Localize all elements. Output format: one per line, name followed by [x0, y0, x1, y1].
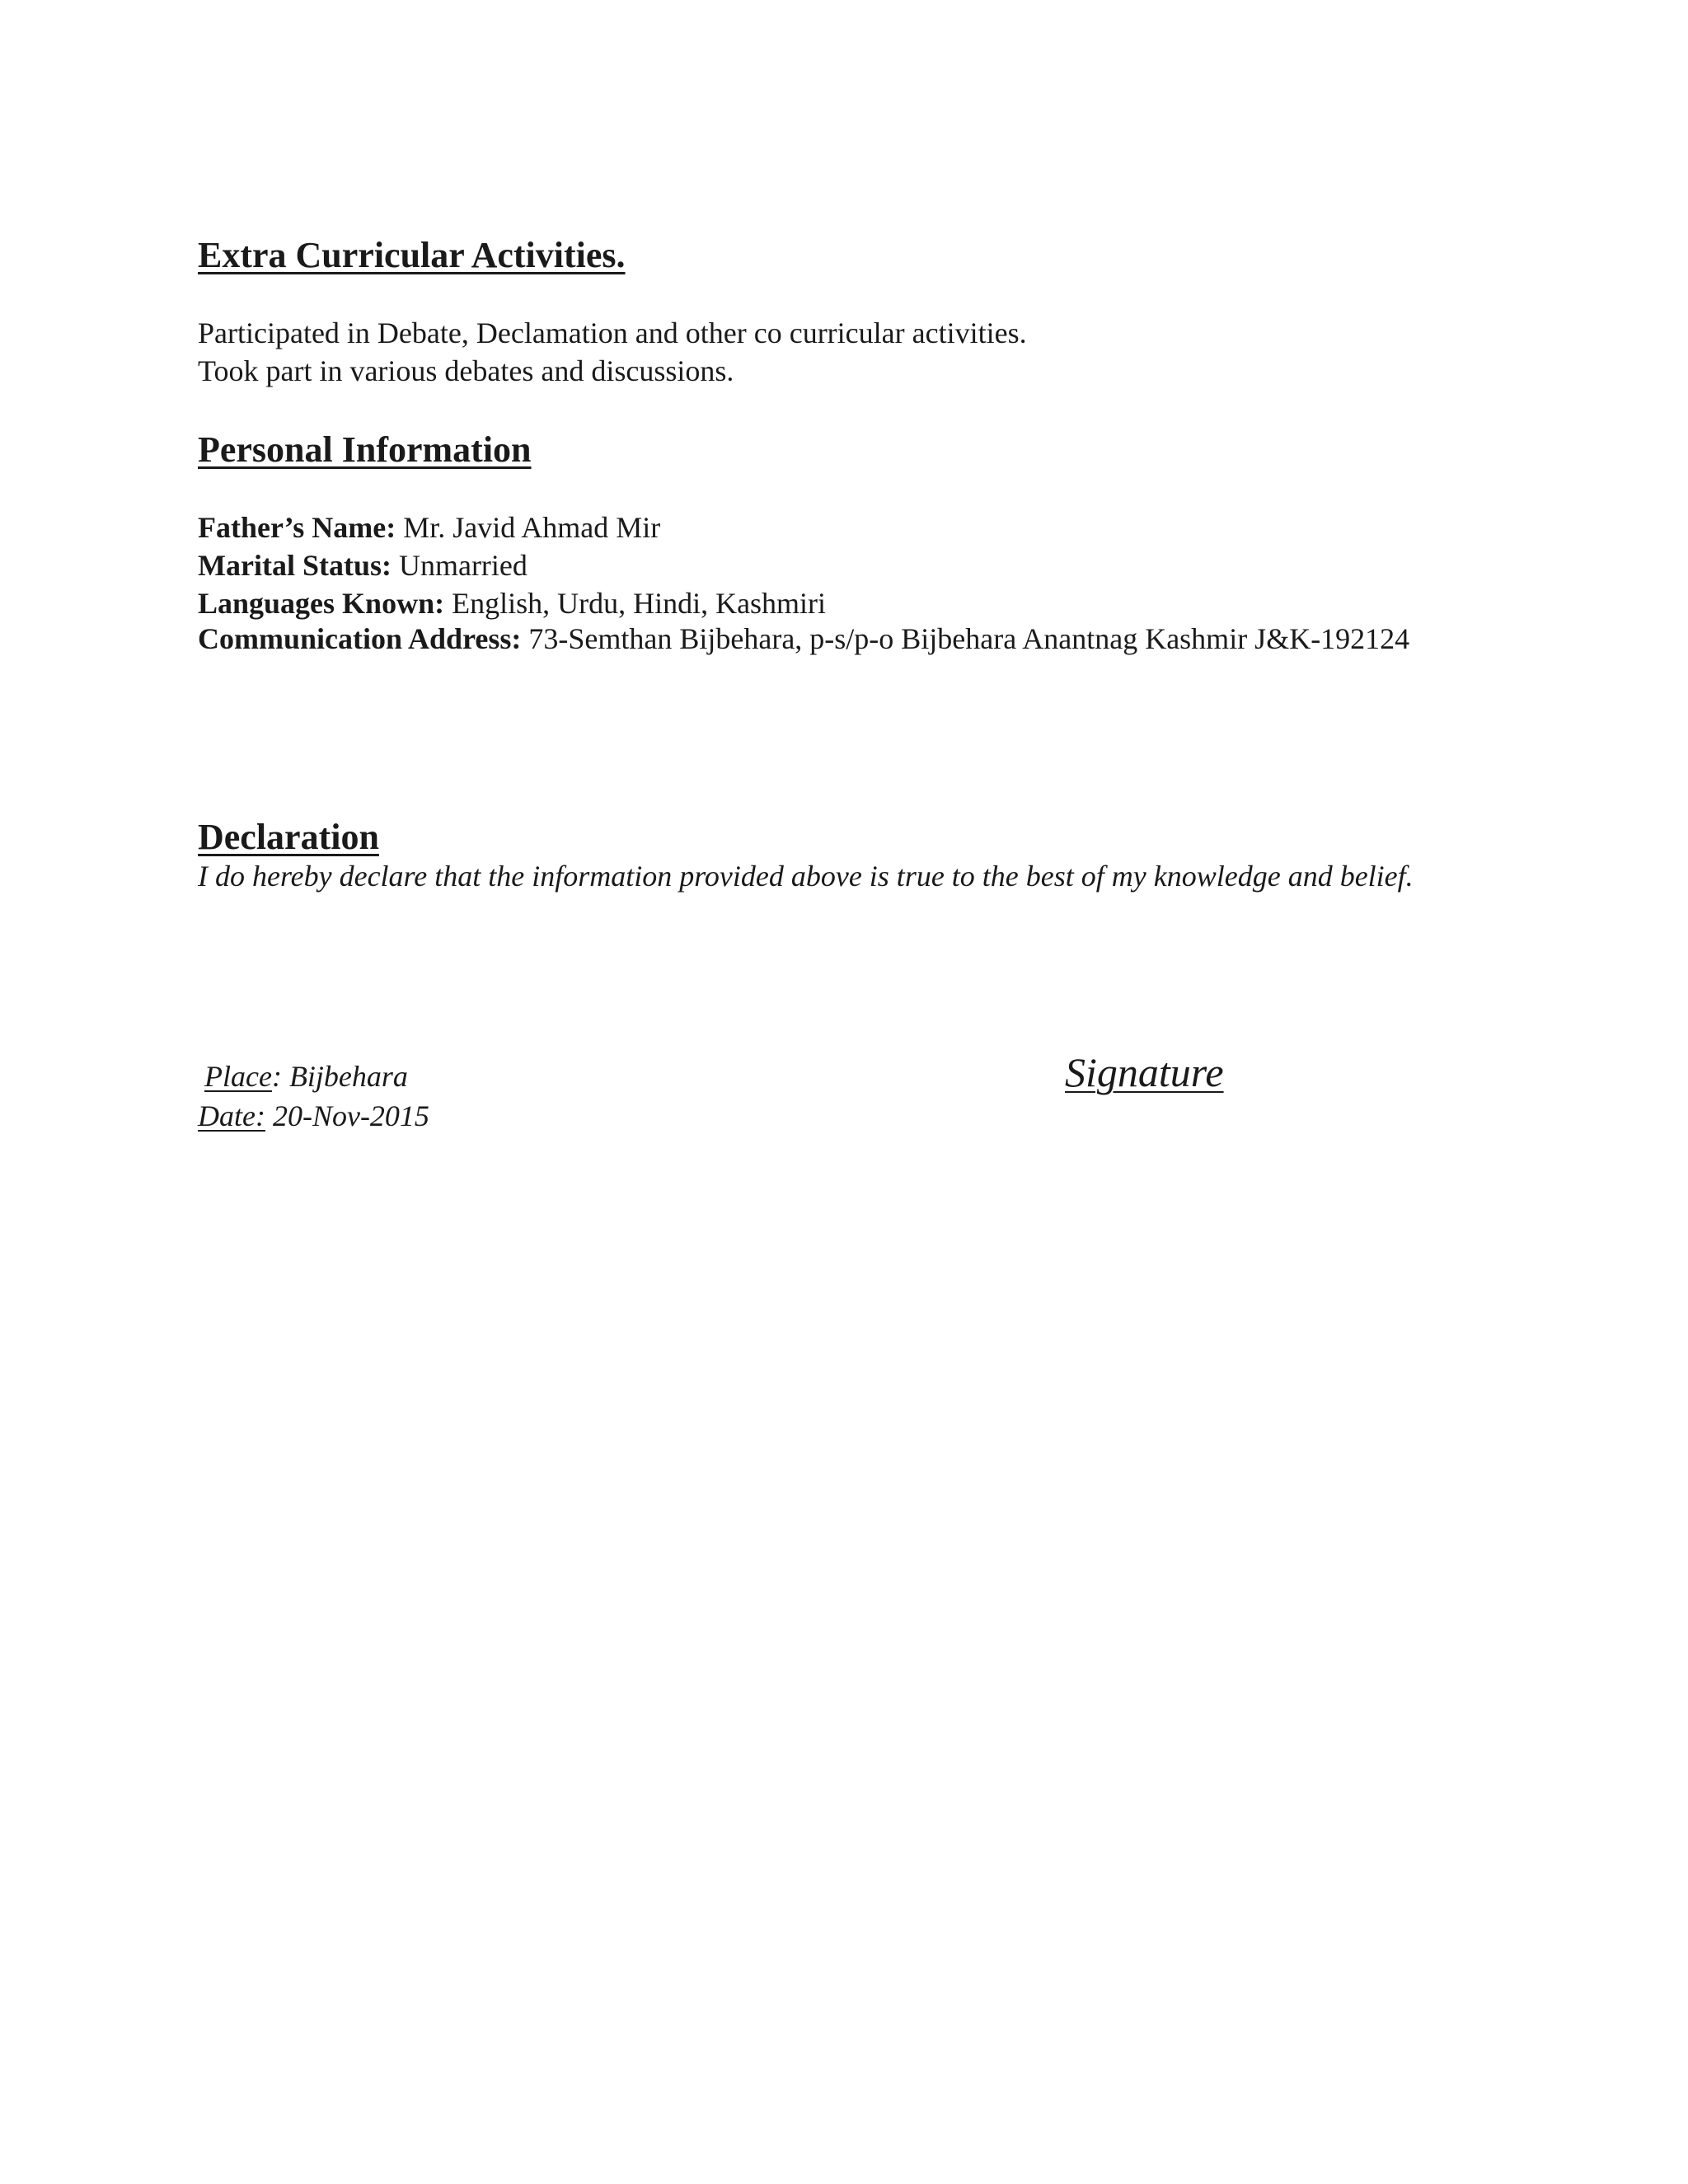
personal-information-heading: Personal Information [198, 429, 532, 470]
marital-status-value: Unmarried [398, 549, 528, 582]
communication-address-row [198, 620, 1484, 658]
fathers-name-row [198, 513, 660, 542]
declaration-heading: Declaration [198, 817, 379, 857]
extra-curricular-line-1: Participated in Debate, Declamation and other co curricular activities. [198, 316, 1027, 349]
date-value: 20-Nov-2015 [265, 1099, 429, 1132]
declaration-text: I do hereby declare that the information provided above is true to the best of my knowledge and belief. [198, 860, 1414, 893]
fathers-name-label: Father’s Name: [198, 511, 396, 544]
signature: Signature [1065, 1049, 1224, 1095]
fathers-name-value: Mr. Javid Ahmad Mir [403, 511, 661, 544]
languages-known-label: Languages Known: [198, 587, 445, 620]
date-row [198, 1101, 429, 1131]
extra-curricular-heading: Extra Curricular Activities. [198, 235, 626, 275]
marital-status-row [198, 551, 528, 580]
date-label: Date: [198, 1099, 265, 1132]
communication-address-value: 73-Semthan Bijbehara, p-s/p-o Bijbehara Anantnag Kashmir J&K-192124 [528, 622, 1410, 655]
communication-address-label: Communication Address: [198, 622, 522, 655]
marital-status-label: Marital Status: [198, 549, 392, 582]
languages-known-row [198, 588, 826, 618]
place-row [204, 1062, 408, 1091]
languages-known-value: English, Urdu, Hindi, Kashmiri [452, 587, 827, 620]
place-label: Place [204, 1060, 272, 1093]
extra-curricular-line-2: Took part in various debates and discussions. [198, 354, 734, 387]
place-value: : Bijbehara [271, 1060, 408, 1093]
